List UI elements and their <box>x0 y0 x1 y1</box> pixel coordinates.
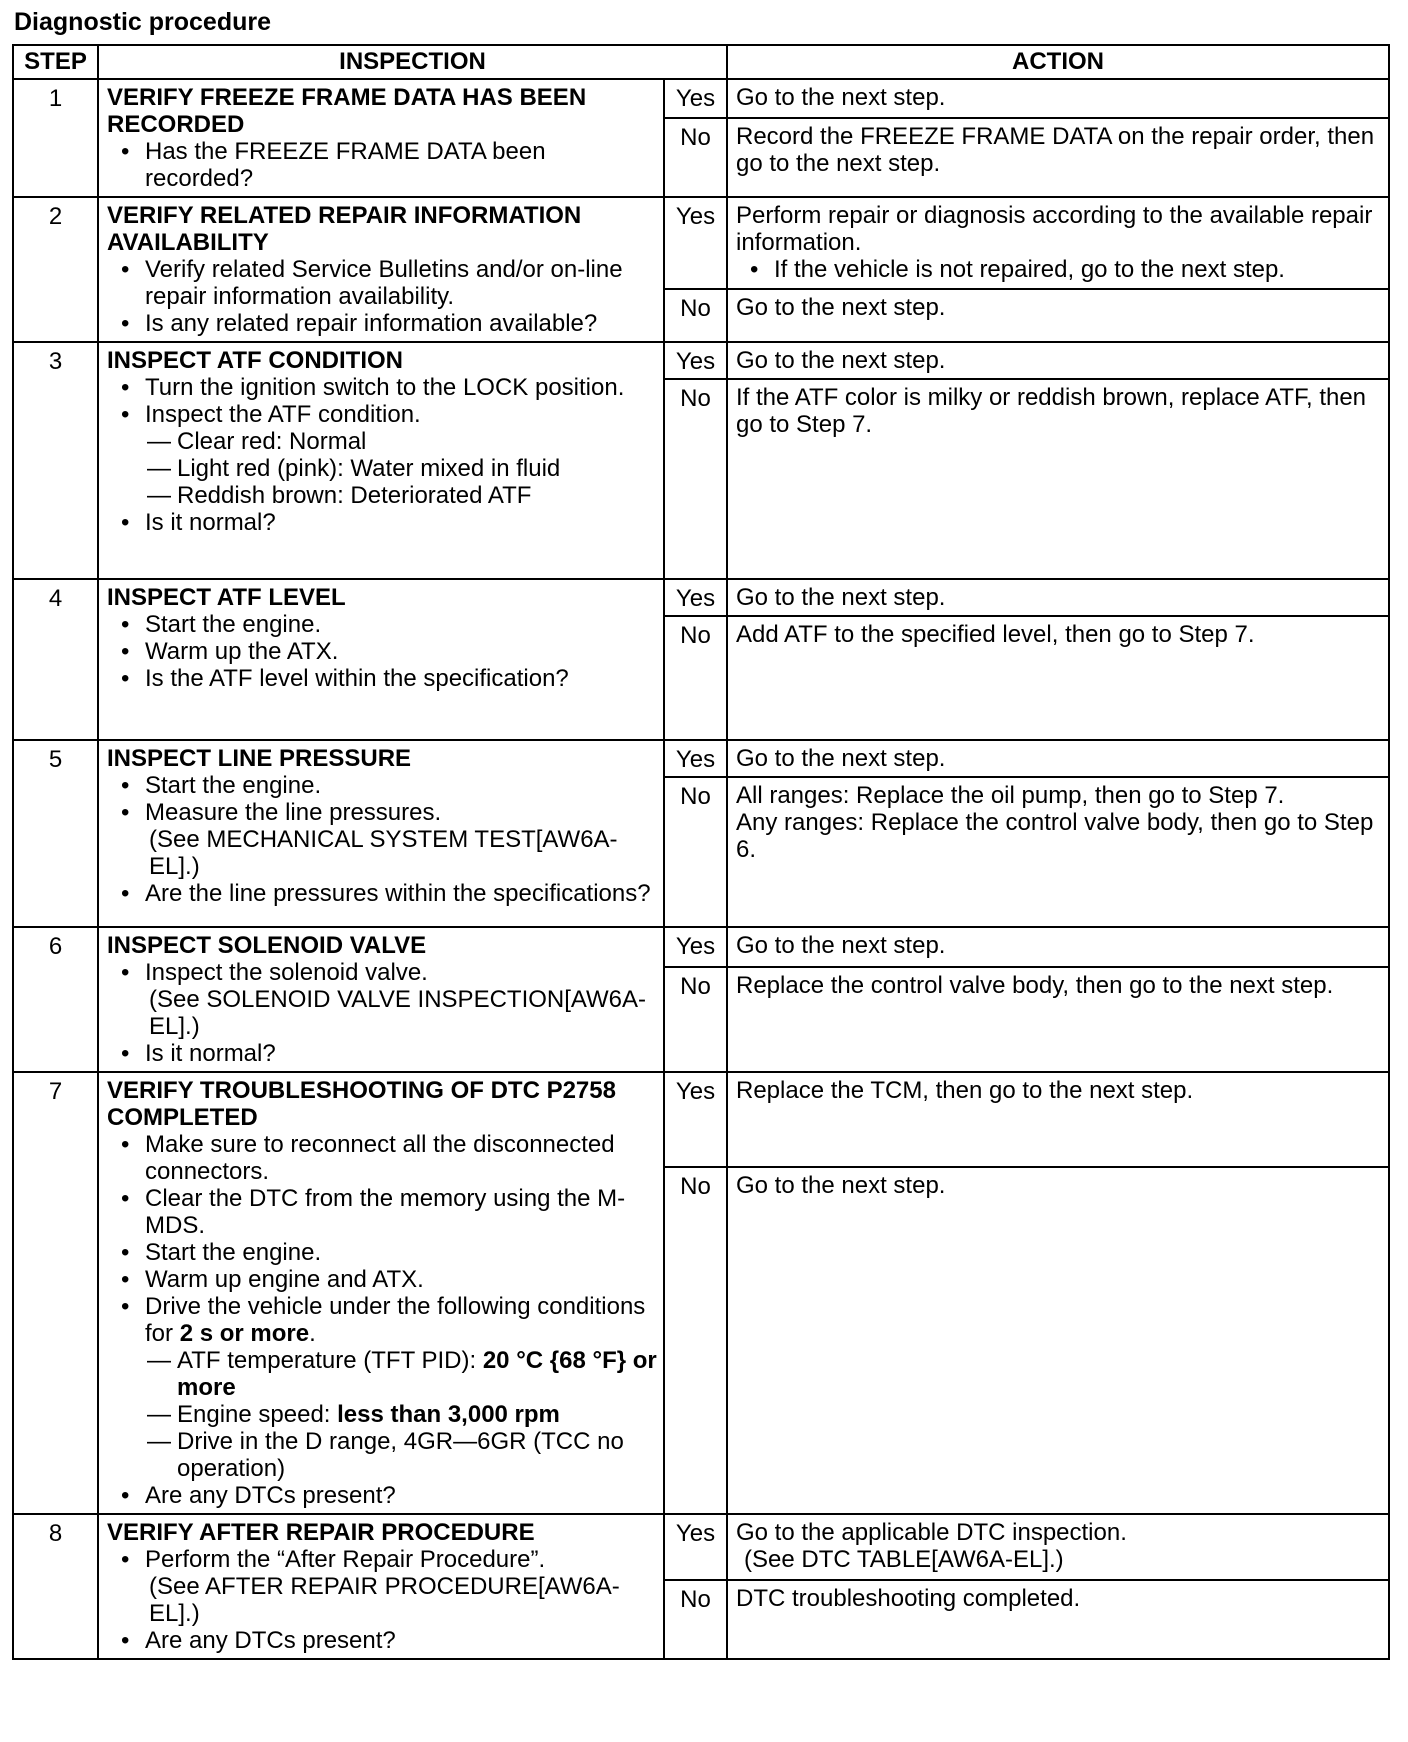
reference-text: (See DTC TABLE[AW6A-EL].) <box>744 1546 1064 1573</box>
inspection-cell <box>98 1072 664 1514</box>
yes-label: Yes <box>664 197 727 289</box>
inspection-cell <box>98 927 664 1072</box>
table-row <box>13 197 1389 289</box>
list-item: • Are the line pressures within the specifications? <box>107 880 657 907</box>
list-item: • Verify related Service Bulletins and/or on-line repair information availability. <box>107 256 657 310</box>
yes-label: Yes <box>664 579 727 616</box>
dash-item <box>107 1347 657 1401</box>
list-item: • Clear the DTC from the memory using the M-MDS. <box>107 1185 657 1239</box>
yes-action: Replace the TCM, then go to the next step. <box>727 1072 1389 1167</box>
list-item: • Warm up the ATX. <box>107 638 657 665</box>
no-label: No <box>664 967 727 1072</box>
list-item: • Turn the ignition switch to the LOCK position. <box>107 374 657 401</box>
reference-text: (See MECHANICAL SYSTEM TEST[AW6A-EL].) <box>149 826 618 880</box>
table-row <box>13 740 1389 777</box>
list-item: • Is it normal? <box>107 509 657 536</box>
list-item <box>107 1293 657 1347</box>
list-item: • Start the engine. <box>107 611 657 638</box>
drive-text: Drive the vehicle under the following conditions for <box>145 1293 646 1347</box>
step-number: 3 <box>13 342 98 579</box>
no-label: No <box>664 118 727 197</box>
action-column-header: ACTION <box>727 45 1389 79</box>
list-item: • Perform the “After Repair Procedure”. <box>107 1546 657 1573</box>
yes-sub-item: • If the vehicle is not repaired, go to the next step. <box>736 256 1382 283</box>
dash-item <box>107 1401 657 1428</box>
condition-label: ATF temperature (TFT PID): <box>177 1347 483 1374</box>
inspection-title: INSPECT SOLENOID VALVE <box>107 932 427 959</box>
list-item: • Warm up engine and ATX. <box>107 1266 657 1293</box>
diagnostic-table <box>12 44 1390 1660</box>
no-action: Any ranges: Replace the control valve body, then go to Step 6. <box>736 809 1374 863</box>
inspection-title: VERIFY FREEZE FRAME DATA HAS BEEN RECORDED <box>107 84 587 138</box>
yes-action: Go to the next step. <box>727 927 1389 967</box>
inspection-cell <box>98 342 664 579</box>
no-label: No <box>664 777 727 927</box>
condition-label: Engine speed: <box>177 1401 338 1428</box>
list-item: • Measure the line pressures. <box>107 799 657 826</box>
list-item: • Are any DTCs present? <box>107 1482 657 1509</box>
list-item: • Is it normal? <box>107 1040 657 1067</box>
step-number: 4 <box>13 579 98 740</box>
no-label: No <box>664 379 727 579</box>
yes-label: Yes <box>664 1514 727 1580</box>
inspection-title: VERIFY AFTER REPAIR PROCEDURE <box>107 1519 535 1546</box>
step-number: 6 <box>13 927 98 1072</box>
inspection-title: VERIFY RELATED REPAIR INFORMATION AVAILABILITY <box>107 202 582 256</box>
inspection-cell <box>98 579 664 740</box>
yes-label: Yes <box>664 927 727 967</box>
inspection-cell <box>98 740 664 927</box>
yes-action: Go to the next step. <box>727 79 1389 118</box>
inspection-title: INSPECT ATF LEVEL <box>107 584 346 611</box>
list-item: • Make sure to reconnect all the disconnected connectors. <box>107 1131 657 1185</box>
dash-item: — Reddish brown: Deteriorated ATF <box>107 482 657 509</box>
list-item: • Is the ATF level within the specification? <box>107 665 657 692</box>
table-row <box>13 1072 1389 1167</box>
no-label: No <box>664 289 727 342</box>
no-action: If the ATF color is milky or reddish brown, replace ATF, then go to Step 7. <box>727 379 1389 579</box>
table-row <box>13 579 1389 616</box>
yes-label: Yes <box>664 79 727 118</box>
no-label: No <box>664 1167 727 1514</box>
dash-item: — Clear red: Normal <box>107 428 657 455</box>
yes-action: Go to the applicable DTC inspection. <box>736 1519 1127 1546</box>
step-number: 1 <box>13 79 98 197</box>
no-label: No <box>664 1580 727 1659</box>
yes-action: Go to the next step. <box>727 740 1389 777</box>
table-row <box>13 342 1389 379</box>
yes-action: Go to the next step. <box>727 342 1389 379</box>
step-number: 5 <box>13 740 98 927</box>
yes-label: Yes <box>664 740 727 777</box>
dash-item: — Drive in the D range, 4GR—6GR (TCC no operation) <box>107 1428 657 1482</box>
step-column-header: STEP <box>13 45 98 79</box>
step-number: 7 <box>13 1072 98 1514</box>
step-number: 8 <box>13 1514 98 1659</box>
inspection-cell <box>98 1514 664 1659</box>
list-item: • Are any DTCs present? <box>107 1627 657 1654</box>
step-number: 2 <box>13 197 98 342</box>
drive-duration: 2 s or more <box>179 1320 310 1347</box>
reference-text: (See AFTER REPAIR PROCEDURE[AW6A-EL].) <box>149 1573 620 1627</box>
reference-text: (See SOLENOID VALVE INSPECTION[AW6A-EL].) <box>149 986 647 1040</box>
no-label: No <box>664 616 727 740</box>
page-title: Diagnostic procedure <box>14 8 271 36</box>
no-action: DTC troubleshooting completed. <box>727 1580 1389 1659</box>
yes-action-cell <box>727 197 1389 289</box>
no-action: Go to the next step. <box>727 289 1389 342</box>
no-action: All ranges: Replace the oil pump, then go to Step 7. <box>736 782 1285 809</box>
inspection-title: INSPECT LINE PRESSURE <box>107 745 412 772</box>
no-action: Replace the control valve body, then go to the next step. <box>727 967 1389 1072</box>
no-action-cell <box>727 777 1389 927</box>
table-row <box>13 79 1389 118</box>
yes-action: Perform repair or diagnosis according to the available repair information. <box>736 202 1373 256</box>
list-item: • Inspect the ATF condition. <box>107 401 657 428</box>
condition-value: 20 °C {68 °F} or more <box>177 1347 657 1401</box>
list-item: • Start the engine. <box>107 772 657 799</box>
list-item: • Start the engine. <box>107 1239 657 1266</box>
table-header-row <box>13 45 1389 79</box>
condition-value: less than 3,000 rpm <box>337 1401 560 1428</box>
yes-action-cell <box>727 1514 1389 1580</box>
no-action: Go to the next step. <box>727 1167 1389 1514</box>
no-action: Record the FREEZE FRAME DATA on the repair order, then go to the next step. <box>727 118 1389 197</box>
inspection-column-header: INSPECTION <box>98 45 727 79</box>
table-row <box>13 1514 1389 1580</box>
list-item: • Has the FREEZE FRAME DATA been recorded? <box>107 138 657 192</box>
list-item: • Inspect the solenoid valve. <box>107 959 657 986</box>
inspection-cell <box>98 79 664 197</box>
table-row <box>13 927 1389 967</box>
yes-label: Yes <box>664 1072 727 1167</box>
inspection-title: VERIFY TROUBLESHOOTING OF DTC P2758 COMPLETED <box>107 1077 616 1131</box>
inspection-cell <box>98 197 664 342</box>
yes-action: Go to the next step. <box>727 579 1389 616</box>
drive-end: . <box>309 1320 316 1347</box>
dash-item: — Light red (pink): Water mixed in fluid <box>107 455 657 482</box>
no-action: Add ATF to the specified level, then go to Step 7. <box>727 616 1389 740</box>
list-item: • Is any related repair information available? <box>107 310 657 337</box>
yes-label: Yes <box>664 342 727 379</box>
inspection-title: INSPECT ATF CONDITION <box>107 347 403 374</box>
